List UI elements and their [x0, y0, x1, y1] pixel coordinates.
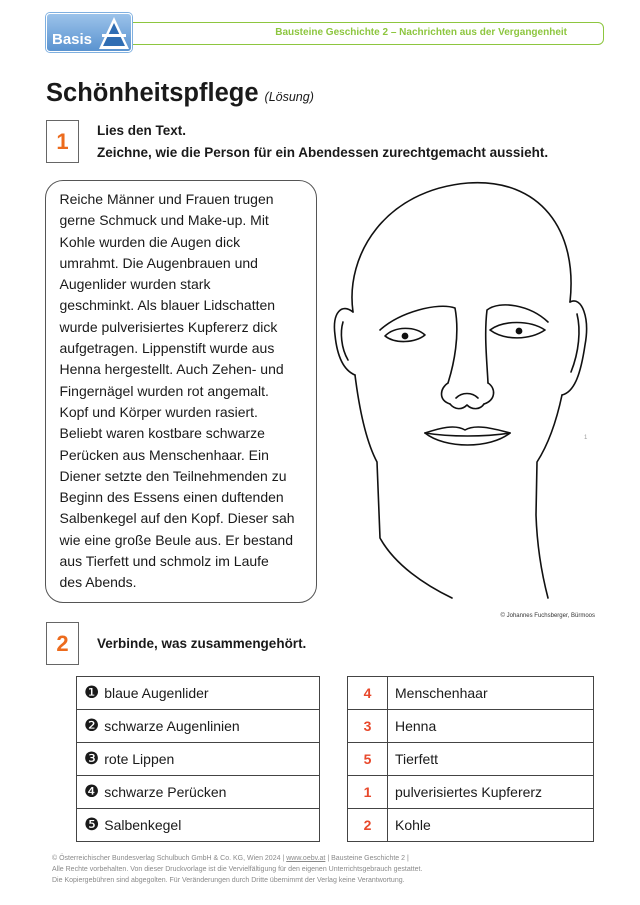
left-item-row [77, 677, 319, 709]
number-marker-icon: ❹ [84, 781, 100, 802]
left-item-row [77, 809, 319, 841]
text-line: Diener setzte den Teilnehmenden zu [59, 467, 287, 484]
right-ear [562, 301, 587, 395]
text-line: aus Tierfett und schmolz im Laufe [59, 553, 269, 570]
side-mark: 1 [584, 435, 588, 441]
series-title: Bausteine Geschichte 2 – Nachrichten aus der Vergangenheit [275, 27, 567, 38]
text-line: geschminkt. Als blauer Lidschatten [59, 297, 276, 314]
text-line: Augenlider wurden stark [59, 276, 211, 293]
title-note: (Lösung) [264, 90, 314, 104]
image-credit: © Johannes Fuchsberger, Bürmoos [500, 613, 595, 619]
text-line: Beginn des Essens einen duftenden [59, 489, 284, 506]
face-drawing [330, 178, 595, 603]
nose [442, 383, 494, 409]
right-item-label: Menschenhaar [388, 677, 593, 709]
copyright-footer [52, 853, 422, 886]
triangle-icon [97, 15, 131, 51]
task-number-box-1 [46, 120, 79, 163]
footer-line-1 [52, 853, 422, 864]
task-2-instruction: Verbinde, was zusammengehört. [97, 636, 307, 651]
lips [425, 427, 510, 445]
page-title [46, 78, 314, 112]
text-line: wie eine große Beule aus. Er bestand [59, 531, 293, 548]
task-1-line-2: Zeichne, wie die Person für ein Abendessen zurechtgemacht aussieht. [97, 145, 549, 160]
right-eye [490, 323, 545, 338]
number-marker-icon: ❸ [84, 748, 100, 769]
left-item-row [77, 776, 319, 808]
left-item-label: schwarze Augenlinien [104, 718, 240, 734]
matching-left-table [76, 676, 320, 842]
task-1-line-1: Lies den Text. [97, 123, 187, 138]
text-line: aufgetragen. Lippenstift wurde aus [59, 340, 275, 357]
left-eyebrow-and-nose-line [380, 306, 457, 383]
left-eye [385, 328, 425, 341]
left-item-row [77, 710, 319, 742]
left-item-label: rote Lippen [104, 751, 175, 767]
right-eyebrow-and-nose-line [486, 305, 548, 383]
left-item-label: Salbenkegel [104, 817, 182, 833]
text-line: Kopf und Körper wurden rasiert. [59, 403, 258, 420]
match-number: 1 [348, 776, 387, 808]
task-number: 2 [56, 630, 69, 656]
footer-publisher: © Österreichischer Bundesverlag Schulbuch GmbH & Co. KG, Wien 2024 | [52, 855, 287, 862]
head-outline [352, 183, 571, 312]
right-item-label: Kohle [388, 809, 593, 841]
right-item-label: pulverisiertes Kupfererz [388, 776, 593, 808]
text-line: Beliebt waren kostbare schwarze [59, 425, 265, 442]
text-line: des Abends. [59, 574, 137, 591]
number-marker-icon: ❷ [84, 715, 100, 736]
left-item-label: blaue Augenlider [104, 685, 209, 701]
basis-logo [46, 13, 132, 52]
right-jaw-and-neck [536, 395, 562, 598]
left-item-label: schwarze Perücken [104, 784, 227, 800]
text-line: Henna hergestellt. Auch Zehen- und [59, 361, 284, 378]
number-marker-icon: ❺ [84, 814, 100, 835]
text-line: wurde pulverisiertes Kupfererz dick [59, 318, 278, 335]
text-line: Salbenkegel auf den Kopf. Dieser sah [59, 510, 295, 527]
task-number: 1 [56, 128, 69, 154]
logo-text: Basis [52, 31, 93, 48]
left-jaw-and-neck [355, 375, 452, 598]
task-1-instruction [97, 120, 548, 164]
right-item-label: Henna [388, 710, 593, 742]
text-line: Fingernägel wurden rot angemalt. [59, 382, 269, 399]
number-marker-icon: ❶ [84, 682, 100, 703]
left-ear [334, 309, 355, 375]
footer-line-2: Alle Rechte vorbehalten. Von dieser Druckvorlage ist die Vervielfältigung für den eigenen Unterrichtsgebrauch gestattet. [52, 866, 423, 873]
matching-right-table [347, 676, 594, 842]
match-number: 5 [348, 743, 387, 775]
text-line: Perücken aus Menschenhaar. Ein [59, 446, 269, 463]
right-ear-inner [571, 314, 579, 372]
text-line: gerne Schmuck und Make-up. Mit [59, 212, 269, 229]
match-number: 4 [348, 677, 387, 709]
left-ear-inner [341, 322, 348, 360]
footer-series: | Bausteine Geschichte 2 | [325, 855, 409, 862]
publisher-website-link[interactable]: www.oebv.at [286, 855, 326, 862]
reading-text-box [45, 180, 317, 603]
right-item-label: Tierfett [388, 743, 593, 775]
task-number-box-2 [46, 622, 79, 665]
footer-line-3: Die Kopiergebühren sind abgegolten. Für Veränderungen durch Dritte übernimmt der Verlag keine Verantwortung. [52, 877, 405, 884]
left-item-row [77, 743, 319, 775]
text-line: Kohle wurden die Augen dick [59, 233, 241, 250]
title-text: Schönheitspflege [46, 79, 259, 107]
text-line: Reiche Männer und Frauen trugen [59, 191, 274, 207]
match-number: 2 [348, 809, 387, 841]
text-line: umrahmt. Die Augenbrauen und [59, 254, 258, 271]
match-number: 3 [348, 710, 387, 742]
